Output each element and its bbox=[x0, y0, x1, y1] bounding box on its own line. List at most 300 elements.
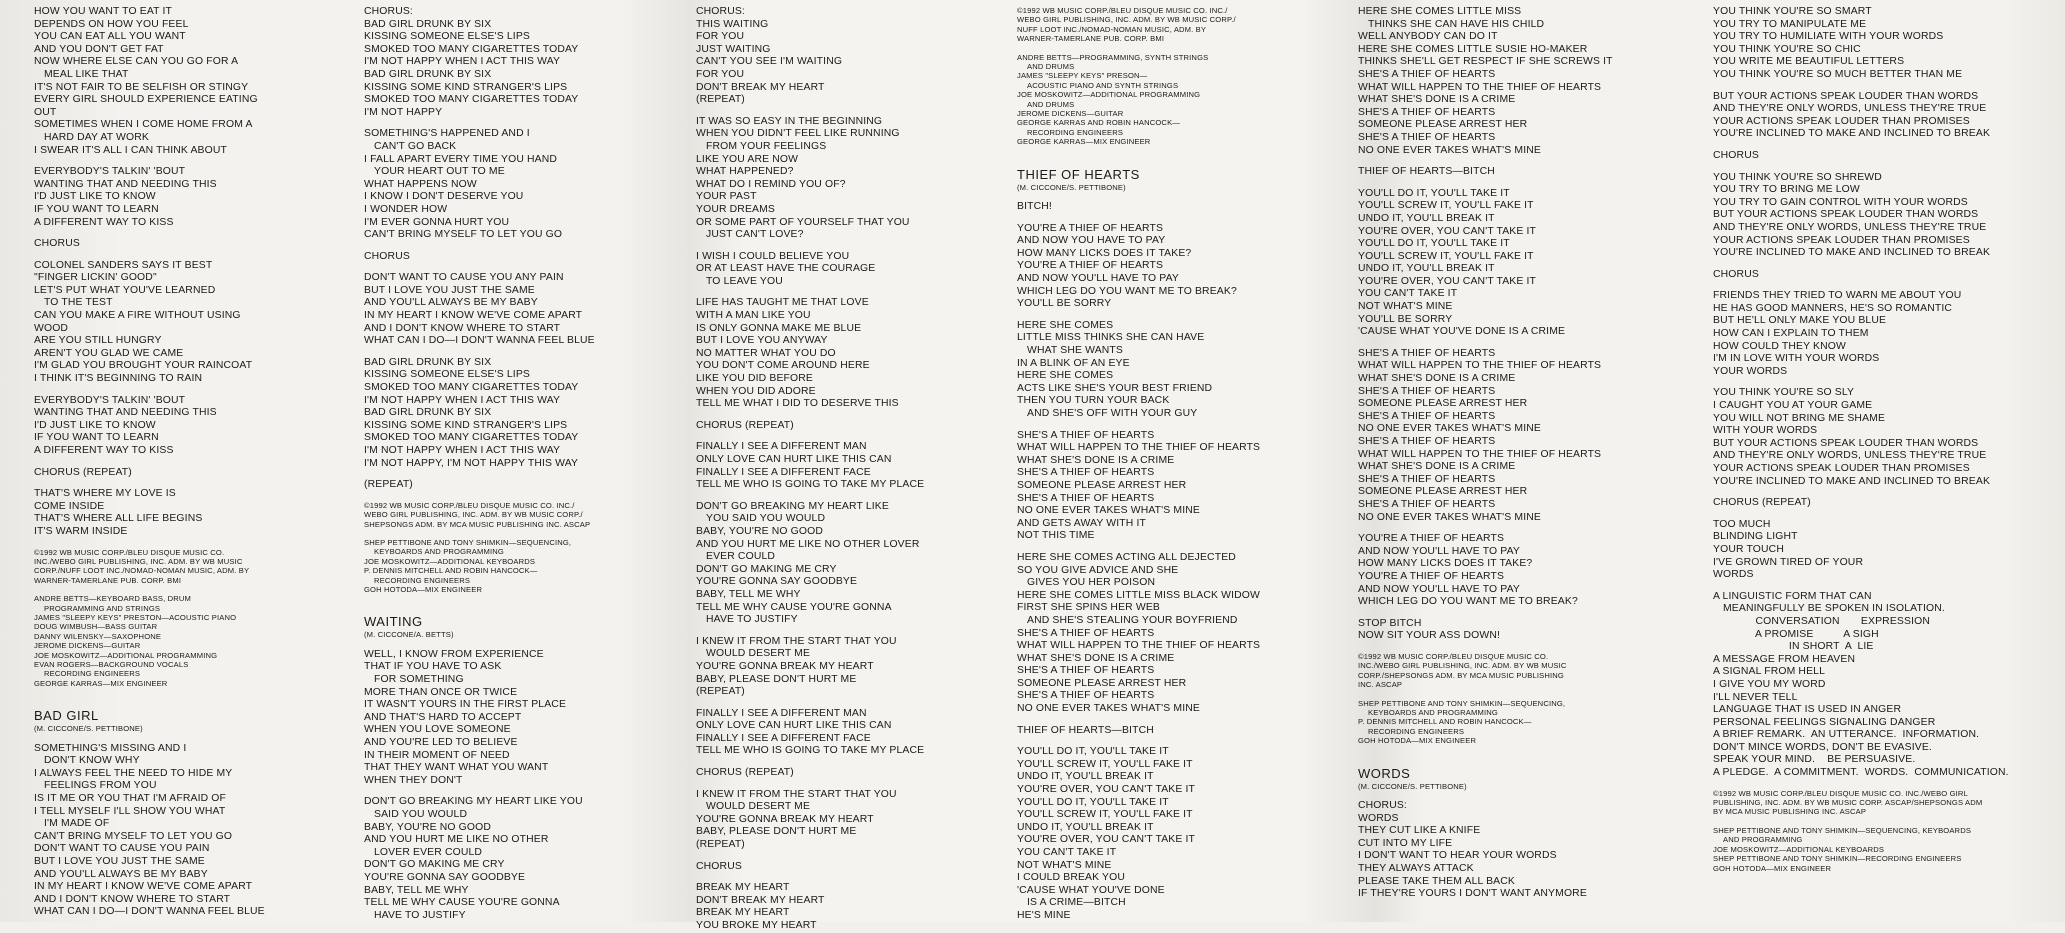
lyric-line: YOU'RE INCLINED TO MAKE AND INCLINED TO BREAK bbox=[1713, 475, 1991, 487]
credit-line: JAMES "SLEEPY KEYS" PRESTON—ACOUSTIC PIANO bbox=[34, 613, 237, 622]
lyric-line: BABY, TELL ME WHY bbox=[364, 884, 469, 896]
lyric-line: CHORUS: bbox=[364, 6, 413, 17]
song-title: WAITING bbox=[364, 614, 423, 630]
lyric-line: WHICH LEG DO YOU WANT ME TO BREAK? bbox=[1358, 596, 1578, 608]
column-1 bbox=[34, 6, 356, 918]
lyric-line: WHAT SHE'S DONE IS A CRIME bbox=[1017, 454, 1175, 466]
lyric-line: FINALLY I SEE A DIFFERENT FACE bbox=[696, 732, 871, 744]
lyric-line: I'M NOT HAPPY WHEN I ACT THIS WAY bbox=[364, 445, 561, 456]
song-title: THIEF OF HEARTS bbox=[1017, 166, 1140, 182]
spacer bbox=[34, 585, 356, 594]
lyric-line: SHE'S A THIEF OF HEARTS bbox=[1358, 473, 1496, 485]
lyric-line: SHE'S A THIEF OF HEARTS bbox=[1358, 347, 1496, 359]
spacer bbox=[1358, 179, 1680, 188]
spacer bbox=[1358, 643, 1680, 652]
spacer bbox=[696, 758, 1018, 767]
lyric-line: SAID YOU WOULD bbox=[374, 808, 468, 820]
lyric-line: NO ONE EVER TAKES WHAT'S MINE bbox=[1358, 423, 1541, 435]
lyric-line: BABY, PLEASE DON'T HURT ME bbox=[696, 826, 857, 838]
lyric-line: IT'S NOT FAIR TO BE SELFISH OR STINGY bbox=[34, 81, 249, 93]
spacer bbox=[364, 594, 686, 603]
credit-line: WEBO GIRL PUBLISHING, INC. ADM. BY WB MUSIC CORP./ bbox=[364, 510, 583, 520]
lyric-line: THAT THEY WANT WHAT YOU WANT bbox=[364, 762, 549, 774]
lyric-line: CHORUS (REPEAT) bbox=[1713, 497, 1811, 509]
lyric-line: YOU TRY TO HUMILIATE WITH YOUR WORDS bbox=[1713, 31, 1944, 43]
lyric-line: SHE'S A THIEF OF HEARTS bbox=[1358, 436, 1496, 447]
lyric-line: CHORUS: bbox=[1358, 799, 1407, 811]
lyric-line: KISSING SOME KIND STRANGER'S LIPS bbox=[364, 419, 568, 431]
lyric-line: ONLY LOVE CAN HURT LIKE THIS CAN bbox=[696, 454, 892, 465]
lyric-line: KISSING SOMEONE ELSE'S LIPS bbox=[364, 31, 530, 43]
column-3 bbox=[696, 6, 1018, 931]
lyric-line: KISSING SOMEONE ELSE'S LIPS bbox=[364, 369, 530, 381]
lyric-line: I'M IN LOVE WITH YOUR WORDS bbox=[1713, 353, 1880, 365]
lyric-line: YOU DON'T COME AROUND HERE bbox=[696, 360, 870, 372]
lyric-line: NO ONE EVER TAKES WHAT'S MINE bbox=[1017, 505, 1200, 517]
lyric-line: NO ONE EVER TAKES WHAT'S MINE bbox=[1358, 511, 1541, 523]
lyric-line: WELL ANYBODY CAN DO IT bbox=[1358, 31, 1498, 43]
lyric-line: YOU SAID YOU WOULD bbox=[706, 513, 826, 525]
lyric-line: BUT I LOVE YOU JUST THE SAME bbox=[34, 856, 205, 867]
lyric-line: EVERYBODY'S TALKIN' 'BOUT bbox=[34, 166, 186, 178]
lyric-line: BUT I LOVE YOU ANYWAY bbox=[696, 335, 828, 347]
lyric-line: GIVES YOU HER POISON bbox=[1027, 577, 1156, 589]
spacer bbox=[34, 688, 356, 697]
lyric-line: BUT HE'LL ONLY MAKE YOU BLUE bbox=[1713, 315, 1887, 327]
lyric-line: ACTS LIKE SHE'S YOUR BEST FRIEND bbox=[1017, 382, 1213, 394]
lyric-line: NOW WHERE ELSE CAN YOU GO FOR A bbox=[34, 56, 239, 68]
lyric-line: WHAT WILL HAPPEN TO THE THIEF OF HEARTS bbox=[1358, 81, 1602, 93]
lyric-line: FEELINGS FROM YOU bbox=[44, 780, 157, 792]
lyric-line: I CAUGHT YOU AT YOUR GAME bbox=[1713, 400, 1873, 412]
credit-line: ACOUSTIC PIANO AND SYNTH STRINGS bbox=[1027, 80, 1179, 90]
lyric-line: NOT WHAT'S MINE bbox=[1017, 859, 1112, 871]
credit-line: JOE MOSKOWITZ—ADDITIONAL PROGRAMMING bbox=[1017, 90, 1201, 100]
lyric-line: BUT I LOVE YOU JUST THE SAME bbox=[364, 284, 535, 296]
credit-line: ©1992 WB MUSIC CORP./BLEU DISQUE MUSIC CO. INC./ bbox=[1017, 6, 1228, 15]
spacer bbox=[34, 251, 356, 260]
lyric-line: SHE'S A THIEF OF HEARTS bbox=[1358, 410, 1496, 422]
lyric-line: IT'S WARM INSIDE bbox=[34, 525, 128, 537]
lyric-line: CAN'T YOU SEE I'M WAITING bbox=[696, 56, 843, 68]
lyric-line: SMOKED TOO MANY CIGARETTES TODAY bbox=[364, 432, 579, 444]
credit-line: INC. ASCAP bbox=[1358, 680, 1403, 690]
credit-line: NUFF LOOT INC./NOMAD-NOMAN MUSIC, ADM. BY bbox=[1017, 24, 1207, 34]
lyric-line: ONLY LOVE CAN HURT LIKE THIS CAN bbox=[696, 720, 892, 732]
column-2 bbox=[364, 6, 686, 921]
lyric-line: AND THEY'RE ONLY WORDS, UNLESS THEY'RE TRUE bbox=[1713, 221, 1987, 233]
lyric-line: BUT YOUR ACTIONS SPEAK LOUDER THAN WORDS bbox=[1713, 437, 1979, 449]
credit-line: JEROME DICKENS—GUITAR bbox=[34, 641, 141, 651]
lyric-line: WHEN THEY DON'T bbox=[364, 774, 463, 786]
lyric-line: LANGUAGE THAT IS USED IN ANGER bbox=[1713, 704, 1902, 716]
lyric-line: BAD GIRL DRUNK BY SIX bbox=[364, 68, 492, 80]
lyric-line: WANTING THAT AND NEEDING THIS bbox=[34, 178, 217, 190]
lyric-line: YOUR ACTIONS SPEAK LOUDER THAN PROMISES bbox=[1713, 463, 1970, 474]
credit-line: WEBO GIRL PUBLISHING, INC. ADM. BY WB MUSIC CORP./ bbox=[1017, 15, 1236, 25]
lyric-line: WHAT WILL HAPPEN TO THE THIEF OF HEARTS bbox=[1358, 448, 1602, 460]
lyric-line: NO ONE EVER TAKES WHAT'S MINE bbox=[1017, 703, 1200, 715]
lyric-line: YOU'RE OVER, YOU CAN'T TAKE IT bbox=[1358, 275, 1537, 287]
lyric-line: YOU'RE INCLINED TO MAKE AND INCLINED TO BREAK bbox=[1713, 247, 1991, 259]
lyric-line: LIKE YOU ARE NOW bbox=[696, 153, 799, 165]
lyric-line: SHE'S A THIEF OF HEARTS bbox=[1017, 627, 1155, 639]
lyric-line: SOMETHING'S MISSING AND I bbox=[34, 742, 187, 754]
lyric-line: YOUR DREAMS bbox=[696, 203, 776, 215]
lyric-line: I'D JUST LIKE TO KNOW bbox=[34, 191, 156, 203]
credit-line: (M. CICCONE/S. PETTIBONE) bbox=[1358, 781, 1467, 791]
lyric-line: CAN'T BRING MYSELF TO LET YOU GO bbox=[364, 229, 563, 241]
credit-line: GOH HOTODA—MIX ENGINEER bbox=[1358, 736, 1477, 746]
spacer bbox=[364, 640, 686, 649]
spacer bbox=[364, 603, 686, 612]
lyric-line: AND THAT'S HARD TO ACCEPT bbox=[364, 711, 522, 723]
lyric-line: TELL ME WHAT I DID TO DESERVE THIS bbox=[696, 398, 899, 410]
lyric-line: I DON'T WANT TO HEAR YOUR WORDS bbox=[1358, 850, 1557, 862]
lyric-line: FOR SOMETHING bbox=[374, 674, 464, 686]
lyric-line: COME INSIDE bbox=[34, 500, 105, 512]
lyric-line: 'CAUSE WHAT YOU'VE DONE bbox=[1017, 884, 1165, 896]
lyric-line: EVER COULD bbox=[706, 551, 776, 563]
spacer bbox=[1713, 510, 2035, 519]
spacer bbox=[696, 780, 1018, 789]
lyric-line: WHAT SHE'S DONE IS A CRIME bbox=[1358, 94, 1516, 106]
lyric-line: TELL ME WHY CAUSE YOU'RE GONNA bbox=[696, 601, 892, 613]
lyric-line: WHAT HAPPENED? bbox=[696, 166, 794, 178]
credit-line: GEORGE KARRAS—MIX ENGINEER bbox=[1017, 137, 1151, 147]
spacer bbox=[34, 386, 356, 395]
lyric-line: THEY ALWAYS ATTACK bbox=[1358, 862, 1474, 874]
spacer bbox=[364, 348, 686, 357]
lyric-line: WORDS bbox=[1713, 569, 1754, 581]
lyric-line: I FALL APART EVERY TIME YOU HAND bbox=[364, 153, 558, 165]
spacer bbox=[364, 470, 686, 479]
lyric-line: IN THEIR MOMENT OF NEED bbox=[364, 749, 510, 761]
lyric-line: YOU'LL BE SORRY bbox=[1017, 298, 1112, 310]
lyric-line: YOU WILL NOT BRING ME SHAME bbox=[1713, 412, 1886, 424]
lyric-line: FINALLY I SEE A DIFFERENT MAN bbox=[696, 707, 867, 719]
lyric-line: TO LEAVE YOU bbox=[706, 275, 783, 287]
lyric-line: UNDO IT, YOU'LL BREAK IT bbox=[1017, 821, 1154, 833]
credit-line: JEROME DICKENS—GUITAR bbox=[1017, 109, 1124, 119]
lyric-line: TELL ME WHO IS GOING TO TAKE MY PLACE bbox=[696, 479, 925, 491]
lyric-line: CHORUS bbox=[1713, 149, 1759, 161]
lyric-line: BABY, YOU'RE NO GOOD bbox=[696, 525, 824, 537]
lyric-line: SOMETIMES WHEN I COME HOME FROM A bbox=[34, 119, 253, 131]
credit-line: GEORGE KARRAS AND ROBIN HANCOCK— bbox=[1017, 118, 1181, 128]
lyric-line: YOU'LL BE SORRY bbox=[1358, 313, 1453, 325]
credit-line: PROGRAMMING AND STRINGS bbox=[44, 603, 161, 613]
lyric-line: AND SHE'S STEALING YOUR BOYFRIEND bbox=[1027, 614, 1238, 626]
lyric-line: DON'T GO MAKING ME CRY bbox=[696, 563, 837, 575]
lyric-line: CHORUS bbox=[696, 860, 742, 872]
lyric-line: SHE'S A THIEF OF HEARTS bbox=[1017, 492, 1155, 504]
lyric-line: YOU'RE GONNA BREAK MY HEART bbox=[696, 813, 874, 825]
lyric-line: CHORUS bbox=[1713, 268, 1759, 280]
lyric-line: YOUR ACTIONS SPEAK LOUDER THAN PROMISES bbox=[1713, 115, 1970, 127]
lyric-line: SHE'S A THIEF OF HEARTS bbox=[1358, 498, 1496, 510]
lyric-line: AND SHE'S OFF WITH YOUR GUY bbox=[1027, 408, 1198, 419]
spacer bbox=[1358, 609, 1680, 618]
lyric-line: SMOKED TOO MANY CIGARETTES TODAY bbox=[364, 43, 579, 55]
spacer bbox=[364, 787, 686, 796]
lyric-line: WHAT SHE'S DONE IS A CRIME bbox=[1358, 461, 1516, 473]
lyric-line: WELL, I KNOW FROM EXPERIENCE bbox=[364, 648, 544, 660]
lyric-line: IS IT ME OR YOU THAT I'M AFRAID OF bbox=[34, 793, 227, 805]
lyric-line: HE'S MINE bbox=[1017, 909, 1071, 921]
credit-line: GOH HOTODA—MIX ENGINEER bbox=[364, 585, 483, 595]
spacer bbox=[1713, 281, 2035, 290]
lyric-line: AND YOU HURT ME LIKE NO OTHER bbox=[364, 834, 549, 846]
spacer bbox=[1713, 780, 2035, 789]
lyric-line: 'CAUSE WHAT YOU'VE DONE IS A CRIME bbox=[1358, 326, 1566, 338]
lyric-line: FINALLY I SEE A DIFFERENT MAN bbox=[696, 441, 867, 453]
lyric-line: HOW YOU WANT TO EAT IT bbox=[34, 6, 173, 17]
spacer bbox=[364, 529, 686, 538]
spacer bbox=[1017, 311, 1339, 320]
lyric-line: A MESSAGE FROM HEAVEN bbox=[1713, 653, 1856, 665]
lyric-line: SOMEONE PLEASE ARREST HER bbox=[1358, 398, 1528, 410]
lyric-line: BUT YOUR ACTIONS SPEAK LOUDER THAN WORDS bbox=[1713, 90, 1979, 102]
lyric-line: THEY CUT LIKE A KNIFE bbox=[1358, 825, 1481, 837]
credit-line: INC./WEBO GIRL PUBLISHING, INC. ADM. BY WB MUSIC bbox=[1358, 661, 1567, 671]
lyric-line: TOO MUCH bbox=[1713, 518, 1771, 530]
lyric-line: I'D JUST LIKE TO KNOW bbox=[34, 419, 156, 431]
lyric-line: HARD DAY AT WORK bbox=[44, 131, 149, 143]
lyric-line: (REPEAT) bbox=[696, 686, 745, 698]
lyric-line: CHORUS (REPEAT) bbox=[696, 419, 794, 431]
lyric-line: SHE'S A THIEF OF HEARTS bbox=[1017, 467, 1155, 479]
lyric-line: I'M GLAD YOU BROUGHT YOUR RAINCOAT bbox=[34, 360, 253, 372]
lyric-line: CAN'T BRING MYSELF TO LET YOU GO bbox=[34, 830, 233, 842]
lyric-line: I'M NOT HAPPY WHEN I ACT THIS WAY bbox=[364, 394, 561, 406]
lyric-line: I SWEAR IT'S ALL I CAN THINK ABOUT bbox=[34, 144, 228, 156]
lyric-line: YOU'LL DO IT, YOU'LL TAKE IT bbox=[1017, 746, 1169, 758]
lyric-line: SHE'S A THIEF OF HEARTS bbox=[1358, 385, 1496, 397]
lyric-line: SHE'S A THIEF OF HEARTS bbox=[1358, 131, 1496, 143]
spacer bbox=[696, 411, 1018, 420]
lyric-line: THIS WAITING bbox=[696, 18, 769, 30]
lyric-line: YOU'LL SCREW IT, YOU'LL FAKE IT bbox=[1017, 758, 1193, 770]
lyric-line: MORE THAN ONCE OR TWICE bbox=[364, 686, 518, 698]
lyric-line: I KNOW I DON'T DESERVE YOU bbox=[364, 191, 524, 203]
spacer bbox=[34, 229, 356, 238]
credit-line: CORP./SHEPSONGS ADM. BY MCA MUSIC PUBLISHING bbox=[1358, 670, 1564, 680]
lyric-line: "FINGER LICKIN' GOOD" bbox=[34, 272, 157, 284]
lyric-line: WHAT SHE'S DONE IS A CRIME bbox=[1358, 373, 1516, 385]
lyric-line: BAD GIRL DRUNK BY SIX bbox=[364, 18, 492, 30]
spacer bbox=[1017, 156, 1339, 165]
lyric-line: SOMETHING'S HAPPENED AND I bbox=[364, 128, 530, 140]
spacer bbox=[364, 263, 686, 272]
lyric-line: BUT YOUR ACTIONS SPEAK LOUDER THAN WORDS bbox=[1713, 209, 1979, 221]
lyric-line: A DIFFERENT WAY TO KISS bbox=[34, 445, 174, 456]
lyric-line: IF YOU WANT TO LEARN bbox=[34, 203, 159, 215]
lyric-line: CUT INTO MY LIFE bbox=[1358, 837, 1453, 849]
credit-line: JOE MOSKOWITZ—ADDITIONAL PROGRAMMING bbox=[34, 650, 218, 660]
spacer bbox=[696, 492, 1018, 501]
lyric-line: AND THEY'RE ONLY WORDS, UNLESS THEY'RE TRUE bbox=[1713, 103, 1987, 115]
credit-line: INC./WEBO GIRL PUBLISHING, INC. ADM. BY WB MUSIC bbox=[34, 556, 243, 566]
credit-line: SHEPSONGS ADM. BY MCA MUSIC PUBLISHING INC. ASCAP bbox=[364, 519, 591, 529]
spacer bbox=[34, 734, 356, 743]
lyric-line: AND NOW YOU'LL HAVE TO PAY bbox=[1358, 583, 1520, 595]
lyric-line: IS ONLY GONNA MAKE ME BLUE bbox=[696, 322, 862, 334]
lyric-line: YOU BROKE MY HEART bbox=[696, 920, 817, 931]
lyric-line: WHAT SHE'S DONE IS A CRIME bbox=[1017, 652, 1175, 664]
spacer bbox=[1358, 755, 1680, 764]
lyric-line: JUST CAN'T LOVE? bbox=[706, 229, 804, 241]
lyric-line: YOUR ACTIONS SPEAK LOUDER THAN PROMISES bbox=[1713, 234, 1970, 246]
spacer bbox=[1713, 82, 2035, 91]
spacer bbox=[696, 288, 1018, 297]
lyric-line: AND I DON'T KNOW WHERE TO START bbox=[364, 322, 561, 334]
spacer bbox=[34, 539, 356, 548]
lyric-line: I KNEW IT FROM THE START THAT YOU bbox=[696, 635, 897, 647]
lyric-line: YOU TRY TO BRING ME LOW bbox=[1713, 184, 1860, 196]
lyric-line: YOU THINK YOU'RE SO SLY bbox=[1713, 387, 1855, 399]
spacer bbox=[1017, 716, 1339, 725]
lyric-line: WANTING THAT AND NEEDING THIS bbox=[34, 407, 217, 419]
lyric-line: WHAT SHE WANTS bbox=[1027, 345, 1123, 357]
credit-line: GEORGE KARRAS—MIX ENGINEER bbox=[34, 678, 168, 688]
lyric-line: WHAT WILL HAPPEN TO THE THIEF OF HEARTS bbox=[1017, 640, 1261, 652]
spacer bbox=[1358, 690, 1680, 699]
lyric-line: I'M NOT HAPPY, I'M NOT HAPPY THIS WAY bbox=[364, 457, 579, 469]
lyric-line: HOW CAN I EXPLAIN TO THEM bbox=[1713, 328, 1869, 340]
lyric-line: OR AT LEAST HAVE THE COURAGE bbox=[696, 263, 876, 275]
spacer bbox=[1017, 214, 1339, 223]
lyric-line: BREAK MY HEART bbox=[696, 882, 790, 894]
credit-line: WARNER-TAMERLANE PUB. CORP. BMI bbox=[34, 575, 182, 585]
credit-line: JOE MOSKOWITZ—ADDITIONAL KEYBOARDS bbox=[364, 556, 536, 566]
lyric-line: DON'T KNOW WHY bbox=[44, 755, 140, 767]
lyric-line: YOUR HEART OUT TO ME bbox=[374, 166, 505, 178]
lyric-line: CHORUS bbox=[34, 238, 80, 250]
lyric-line: SHE'S A THIEF OF HEARTS bbox=[1017, 690, 1155, 702]
lyric-line: WHEN YOU DID ADORE bbox=[696, 385, 816, 397]
credit-line: AND DRUMS bbox=[1027, 99, 1075, 109]
lyric-line: UNDO IT, YOU'LL BREAK IT bbox=[1358, 212, 1495, 224]
lyric-line: MEANINGFULLY BE SPOKEN IN ISOLATION. bbox=[1723, 603, 1945, 615]
lyric-line: DON'T MINCE WORDS, DON'T BE EVASIVE. bbox=[1713, 741, 1932, 753]
credit-line: SHEP PETTIBONE AND TONY SHIMKIN—SEQUENCING, bbox=[364, 538, 572, 547]
lyric-line: AND NOW YOU'LL HAVE TO PAY bbox=[1017, 273, 1179, 285]
lyric-line: WOOD bbox=[34, 322, 69, 334]
lyric-line: IN SHORT A LIE bbox=[1713, 641, 1874, 653]
lyric-line: NO ONE EVER TAKES WHAT'S MINE bbox=[1358, 144, 1541, 156]
lyric-line: YOU'RE A THIEF OF HEARTS bbox=[1358, 533, 1505, 545]
credit-line: ANDRE BETTS—PROGRAMMING, SYNTH STRINGS bbox=[1017, 52, 1209, 62]
lyric-line: THIEF OF HEARTS—BITCH bbox=[1017, 724, 1154, 736]
lyric-line: LET'S PUT WHAT YOU'VE LEARNED bbox=[34, 284, 216, 296]
spacer bbox=[696, 107, 1018, 116]
lyric-line: CAN'T GO BACK bbox=[374, 140, 457, 152]
lyric-line: AND YOU HURT ME LIKE NO OTHER LOVER bbox=[696, 538, 920, 550]
lyric-line: UNDO IT, YOU'LL BREAK IT bbox=[1017, 771, 1154, 783]
lyric-line: WHAT CAN I DO—I DON'T WANNA FEEL BLUE bbox=[34, 906, 265, 918]
lyric-line: HERE SHE COMES LITTLE MISS BLACK WIDOW bbox=[1017, 589, 1260, 601]
credit-line: DOUG WIMBUSH—BASS GUITAR bbox=[34, 622, 158, 632]
lyric-line: COLONEL SANDERS SAYS IT BEST bbox=[34, 259, 213, 271]
credit-line: ©1992 WB MUSIC CORP./BLEU DISQUE MUSIC CO. INC./WEBO GIRL bbox=[1713, 788, 1968, 798]
lyric-line: WHAT WILL HAPPEN TO THE THIEF OF HEARTS bbox=[1358, 360, 1602, 372]
spacer bbox=[34, 697, 356, 706]
lyric-line: PERSONAL FEELINGS SIGNALING DANGER bbox=[1713, 716, 1936, 728]
credit-line: JOE MOSKOWITZ—ADDITIONAL KEYBOARDS bbox=[1713, 844, 1885, 854]
lyric-line: HERE SHE COMES LITTLE MISS bbox=[1358, 6, 1522, 17]
credit-line: SHEP PETTIBONE AND TONY SHIMKIN—SEQUENCING, bbox=[1358, 698, 1566, 708]
lyric-line: DEPENDS ON HOW YOU FEEL bbox=[34, 18, 189, 30]
lyric-line: NOT WHAT'S MINE bbox=[1358, 301, 1453, 313]
lyric-line: THINKS SHE'LL GET RESPECT IF SHE SCREWS IT bbox=[1358, 56, 1613, 68]
credit-line: RECORDING ENGINEERS bbox=[1368, 726, 1465, 736]
lyric-line: YOU'LL SCREW IT, YOU'LL FAKE IT bbox=[1358, 250, 1534, 262]
lyric-line: TO THE TEST bbox=[44, 297, 113, 309]
lyric-line: DON'T GO MAKING ME CRY bbox=[364, 859, 505, 871]
lyric-line: EVERYBODY'S TALKIN' 'BOUT bbox=[34, 394, 186, 406]
lyric-line: IT WAS SO EASY IN THE BEGINNING bbox=[696, 115, 883, 127]
spacer bbox=[1713, 488, 2035, 497]
lyric-line: SOMEONE PLEASE ARREST HER bbox=[1017, 677, 1187, 689]
lyric-line: DON'T BREAK MY HEART bbox=[696, 894, 825, 906]
lyric-line: AND YOU'RE LED TO BELIEVE bbox=[364, 737, 518, 748]
spacer bbox=[696, 242, 1018, 251]
lyric-line: I ALWAYS FEEL THE NEED TO HIDE MY bbox=[34, 767, 233, 779]
lyric-line: I WISH I COULD BELIEVE YOU bbox=[696, 250, 850, 262]
spacer bbox=[364, 119, 686, 128]
lyric-line: HOW MANY LICKS DOES IT TAKE? bbox=[1358, 558, 1533, 570]
lyric-line: YOU TRY TO MANIPULATE ME bbox=[1713, 18, 1867, 30]
lyric-line: A DIFFERENT WAY TO KISS bbox=[34, 216, 174, 228]
lyric-line: WORDS bbox=[1358, 812, 1399, 824]
lyric-line: YOU TRY TO GAIN CONTROL WITH YOUR WORDS bbox=[1713, 196, 1968, 208]
lyric-line: SOMEONE PLEASE ARREST HER bbox=[1358, 486, 1528, 498]
song-title: WORDS bbox=[1358, 765, 1411, 781]
lyric-line: CHORUS (REPEAT) bbox=[696, 767, 794, 779]
lyric-line: IT WASN'T YOURS IN THE FIRST PLACE bbox=[364, 699, 567, 711]
lyric-line: SHE'S A THIEF OF HEARTS bbox=[1017, 665, 1155, 677]
lyric-line: BAD GIRL DRUNK BY SIX bbox=[364, 407, 492, 419]
lyric-line: I'M NOT HAPPY bbox=[364, 106, 443, 118]
lyric-line: YOU'RE GONNA SAY GOODBYE bbox=[364, 871, 526, 883]
lyric-line: HOW MANY LICKS DOES IT TAKE? bbox=[1017, 247, 1192, 259]
lyric-line: WHAT CAN I DO—I DON'T WANNA FEEL BLUE bbox=[364, 335, 595, 347]
lyric-line: WHAT DO I REMIND YOU OF? bbox=[696, 178, 846, 190]
lyric-line: I TELL MYSELF I'LL SHOW YOU WHAT bbox=[34, 805, 226, 817]
lyric-line: YOU CAN'T TAKE IT bbox=[1358, 288, 1458, 300]
lyric-line: I THINK IT'S BEGINNING TO RAIN bbox=[34, 373, 203, 385]
lyric-line: I'M MADE OF bbox=[44, 818, 110, 830]
lyric-line: WHICH LEG DO YOU WANT ME TO BREAK? bbox=[1017, 285, 1237, 297]
lyric-line: SHE'S A THIEF OF HEARTS bbox=[1358, 106, 1496, 118]
lyric-line: IN MY HEART I KNOW WE'VE COME APART bbox=[34, 881, 253, 893]
lyric-line: DON'T GO BREAKING MY HEART LIKE YOU bbox=[364, 796, 583, 808]
lyric-line: DON'T WANT TO CAUSE YOU PAIN bbox=[34, 843, 210, 855]
lyric-line: A PROMISE A SIGH bbox=[1713, 628, 1879, 640]
lyric-line: YOU'RE OVER, YOU CAN'T TAKE IT bbox=[1358, 225, 1537, 237]
credit-line: RECORDING ENGINEERS bbox=[1027, 127, 1124, 137]
lyric-line: WOULD DESERT ME bbox=[706, 801, 811, 813]
lyric-line: WOULD DESERT ME bbox=[706, 648, 811, 660]
lyric-line: BABY, TELL ME WHY bbox=[696, 588, 801, 600]
lyric-line: BLINDING LIGHT bbox=[1713, 531, 1798, 543]
spacer bbox=[1713, 378, 2035, 387]
lyric-line: MEAL LIKE THAT bbox=[44, 68, 129, 80]
spacer bbox=[1017, 737, 1339, 746]
lyric-line: SOMEONE PLEASE ARREST HER bbox=[1358, 119, 1528, 131]
lyric-line: (REPEAT) bbox=[696, 94, 745, 106]
